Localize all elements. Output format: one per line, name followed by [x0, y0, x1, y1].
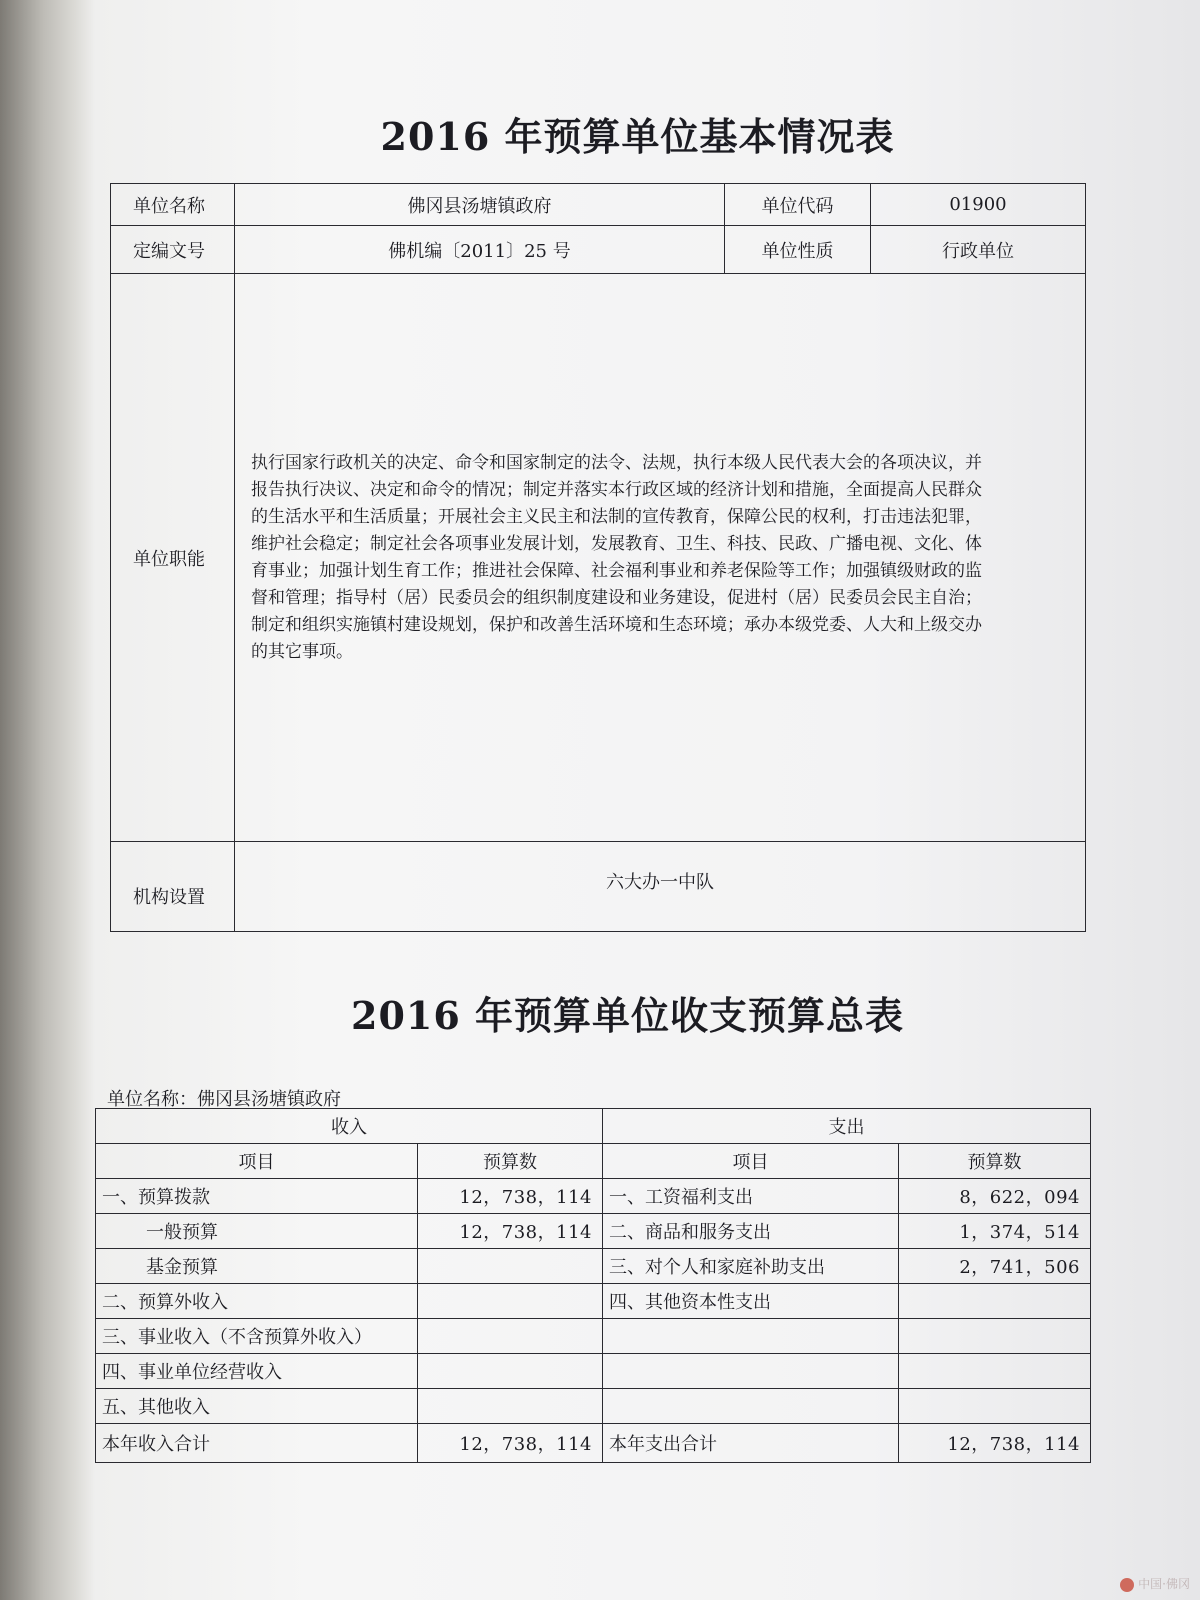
expense-amount: 2，741，506 — [899, 1249, 1091, 1284]
income-item: 一、预算拨款 — [96, 1179, 418, 1214]
duty-label: 单位职能 — [111, 274, 235, 842]
table-row — [96, 1249, 1091, 1284]
expense-amount — [899, 1319, 1091, 1354]
row-doc-no — [111, 226, 1086, 274]
table-row — [96, 1179, 1091, 1214]
income-item: 二、预算外收入 — [96, 1284, 418, 1319]
nature-value: 行政单位 — [871, 226, 1086, 274]
basic-info-title: 2016 年预算单位基本情况表 — [380, 114, 895, 159]
nature-label: 单位性质 — [725, 226, 871, 274]
expense-item: 三、对个人和家庭补助支出 — [603, 1249, 899, 1284]
budget-summary-table — [95, 1108, 1091, 1463]
watermark-logo-icon — [1120, 1578, 1134, 1592]
income-amount: 12，738，114 — [418, 1179, 603, 1214]
expense-total-amount: 12，738，114 — [899, 1424, 1091, 1463]
budget-subheader-row — [96, 1144, 1091, 1179]
duty-line: 执行国家行政机关的决定、命令和国家制定的法令、法规，执行本级人民代表大会的各项决议，并 — [251, 452, 982, 473]
income-amount — [418, 1249, 603, 1284]
income-item: 四、事业单位经营收入 — [96, 1354, 418, 1389]
expense-amount — [899, 1389, 1091, 1424]
doc-no-value: 佛机编〔2011〕25 号 — [235, 226, 725, 274]
income-total-amount: 12，738，114 — [418, 1424, 603, 1463]
row-org — [111, 842, 1086, 932]
watermark-text: 中国·佛冈 — [1138, 1577, 1190, 1591]
income-amount-header: 预算数 — [418, 1144, 603, 1179]
duty-line: 维护社会稳定；制定社会各项事业发展计划，发展教育、卫生、科技、民政、广播电视、文化、体 — [251, 533, 982, 554]
duty-line: 的其它事项。 — [251, 641, 353, 662]
income-item-header: 项目 — [96, 1144, 418, 1179]
org-label: 机构设置 — [111, 842, 235, 932]
book-spine — [0, 0, 95, 1600]
income-amount — [418, 1389, 603, 1424]
table-row — [96, 1214, 1091, 1249]
income-total-label: 本年收入合计 — [96, 1424, 418, 1463]
income-amount — [418, 1319, 603, 1354]
doc-no-label: 定编文号 — [111, 226, 235, 274]
expense-item — [603, 1319, 899, 1354]
income-amount — [418, 1284, 603, 1319]
table-row — [96, 1319, 1091, 1354]
duty-line: 的生活水平和生活质量；开展社会主义民主和法制的宣传教育，保障公民的权利，打击违法犯罪， — [251, 506, 982, 527]
expense-amount — [899, 1354, 1091, 1389]
table-row — [96, 1284, 1091, 1319]
income-item: 基金预算 — [96, 1249, 418, 1284]
expense-amount — [899, 1284, 1091, 1319]
duty-line: 督和管理；指导村（居）民委员会的组织制度建设和业务建设，促进村（居）民委员会民主自治； — [251, 587, 982, 608]
expense-amount-header: 预算数 — [899, 1144, 1091, 1179]
unit-code-label: 单位代码 — [725, 184, 871, 226]
expense-header: 支出 — [603, 1109, 1091, 1144]
unit-code-value: 01900 — [871, 184, 1086, 226]
income-item: 三、事业收入（不含预算外收入） — [96, 1319, 418, 1354]
unit-name-value: 佛冈县汤塘镇政府 — [235, 184, 725, 226]
expense-item-header: 项目 — [603, 1144, 899, 1179]
row-duty — [111, 274, 1086, 842]
duty-text — [235, 274, 1086, 842]
totals-row — [96, 1424, 1091, 1463]
expense-item: 二、商品和服务支出 — [603, 1214, 899, 1249]
expense-item — [603, 1354, 899, 1389]
duty-line: 报告执行决议、决定和命令的情况；制定并落实本行政区域的经济计划和措施，全面提高人民群众 — [251, 479, 982, 500]
budget-unit-line: 单位名称：佛冈县汤塘镇政府 — [107, 1089, 341, 1110]
duty-line: 育事业；加强计划生育工作；推进社会保障、社会福利事业和养老保险等工作；加强镇级财政的监 — [251, 560, 982, 581]
income-item: 一般预算 — [96, 1214, 418, 1249]
expense-amount: 8，622，094 — [899, 1179, 1091, 1214]
expense-total-label: 本年支出合计 — [603, 1424, 899, 1463]
document-page — [95, 0, 1200, 1600]
income-amount: 12，738，114 — [418, 1214, 603, 1249]
basic-info-table — [110, 183, 1086, 932]
unit-name-label: 单位名称 — [111, 184, 235, 226]
income-amount — [418, 1354, 603, 1389]
watermark — [1120, 1575, 1190, 1592]
income-item: 五、其他收入 — [96, 1389, 418, 1424]
expense-amount: 1，374，514 — [899, 1214, 1091, 1249]
duty-line: 制定和组织实施镇村建设规划，保护和改善生活环境和生态环境；承办本级党委、人大和上级交办 — [251, 614, 982, 635]
row-unit-name — [111, 184, 1086, 226]
expense-item: 一、工资福利支出 — [603, 1179, 899, 1214]
table-row — [96, 1389, 1091, 1424]
income-header: 收入 — [96, 1109, 603, 1144]
expense-item — [603, 1389, 899, 1424]
budget-header-row — [96, 1109, 1091, 1144]
budget-summary-title: 2016 年预算单位收支预算总表 — [351, 993, 904, 1038]
table-row — [96, 1354, 1091, 1389]
expense-item: 四、其他资本性支出 — [603, 1284, 899, 1319]
org-value: 六大办一中队 — [235, 842, 1086, 932]
